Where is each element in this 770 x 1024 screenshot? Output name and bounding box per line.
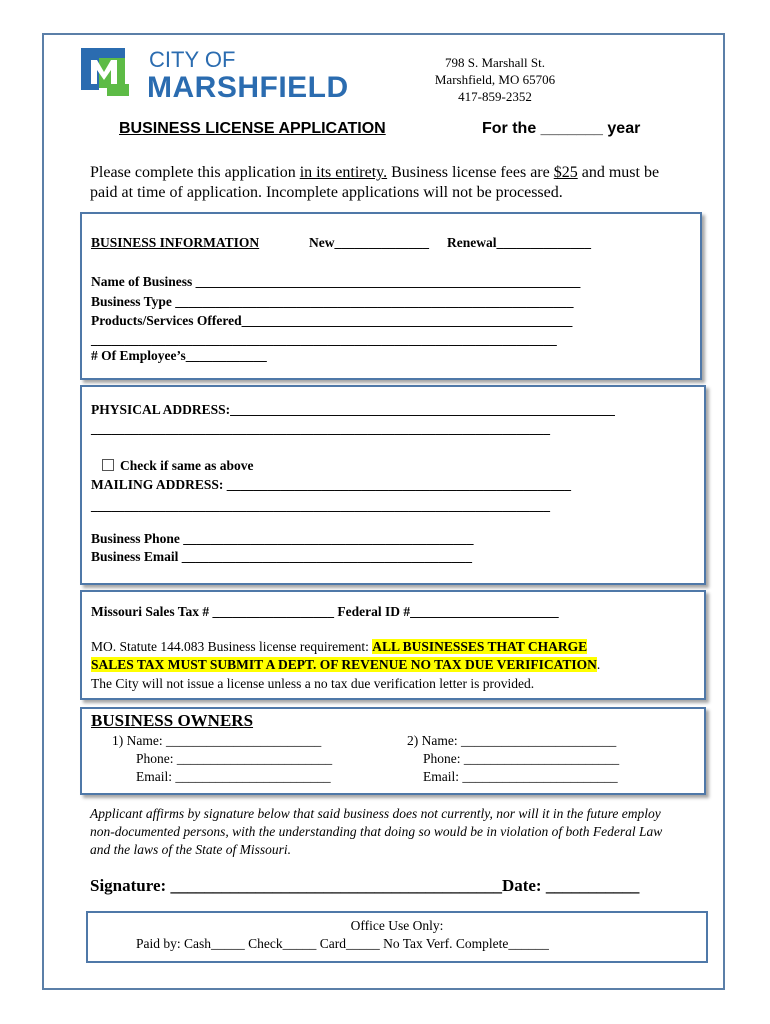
sales-tax-federal-id-field[interactable]: Missouri Sales Tax # __________________ Federal ID #______________________: [91, 604, 559, 619]
physical-address-line2[interactable]: ____________________________________________________________________: [91, 421, 550, 436]
statute-period: .: [596, 657, 601, 672]
affirmation-text: Applicant affirms by signature below that said business does not currently, nor will it in the future employ non-documented persons, with the understanding that doing so would be in violation of both Federal Law and the laws of the State of Missouri.: [90, 806, 663, 857]
business-owners-section: [80, 707, 706, 795]
same-as-above-checkbox[interactable]: [102, 458, 254, 474]
owner1-email-field[interactable]: Email: _______________________: [136, 769, 331, 784]
checkbox-icon[interactable]: [102, 459, 114, 471]
mailing-address-field[interactable]: MAILING ADDRESS: ___________________________________________________: [91, 477, 572, 492]
owner2-phone-field[interactable]: Phone: _______________________: [423, 751, 620, 766]
same-as-above-label: Check if same as above: [120, 458, 254, 473]
business-info-section: [80, 212, 702, 380]
address-phone: 417-859-2352: [458, 89, 532, 104]
office-use-section: [86, 911, 708, 963]
owner2-email-field[interactable]: Email: _______________________: [423, 769, 618, 784]
business-type-field[interactable]: Business Type ___________________________________________________________: [91, 294, 574, 309]
owner2-name-field[interactable]: 2) Name: _______________________: [407, 733, 617, 748]
sales-tax-section: [80, 590, 706, 700]
intro-text: [90, 163, 690, 203]
physical-address-field[interactable]: PHYSICAL ADDRESS:_________________________________________________________: [91, 402, 615, 417]
statute-line-1: [91, 639, 587, 655]
business-info-heading: BUSINESS INFORMATION: [91, 235, 260, 250]
address-street: 798 S. Marshall St.: [444, 55, 546, 70]
statute-highlight-1: ALL BUSINESSES THAT CHARGE: [372, 639, 588, 654]
employees-field[interactable]: # Of Employee’s____________: [91, 348, 267, 363]
city-logo: [79, 44, 401, 102]
owners-heading: BUSINESS OWNERS: [91, 711, 254, 730]
address-section: [80, 385, 706, 585]
owner1-name-field[interactable]: 1) Name: _______________________: [112, 733, 322, 748]
mailing-address-line2[interactable]: ____________________________________________________________________: [91, 498, 550, 513]
intro-emphasis: in its entirety.: [299, 164, 388, 181]
signature-date-field[interactable]: Signature: _______________________________________Date: ___________: [90, 876, 640, 895]
intro-fee: $25: [553, 164, 578, 181]
business-email-field[interactable]: Business Email ___________________________________________: [91, 549, 473, 564]
statute-text: MO. Statute 144.083 Business license requirement:: [91, 639, 373, 654]
logo-city-name: MARSHFIELD: [147, 71, 349, 102]
form-title: BUSINESS LICENSE APPLICATION: [119, 120, 386, 137]
new-field[interactable]: New______________: [309, 235, 429, 250]
intro-part: and must be paid at time of application. Incomplete applications will not be processed.: [90, 164, 660, 201]
statute-line-2: [91, 657, 600, 673]
payment-method-line: Paid by: Cash_____ Check_____ Card_____ No Tax Verf. Complete______: [136, 936, 549, 951]
for-year-field[interactable]: For the _______ year: [482, 120, 641, 137]
logo-city-of: CITY OF: [149, 47, 236, 72]
office-use-heading: Office Use Only:: [350, 918, 444, 933]
city-address: [420, 54, 570, 105]
intro-part: Please complete this application: [90, 164, 300, 181]
renewal-field[interactable]: Renewal______________: [447, 235, 591, 250]
business-name-field[interactable]: Name of Business _________________________________________________________: [91, 274, 581, 289]
products-services-continued[interactable]: _____________________________________________________________________: [91, 332, 557, 347]
products-services-field[interactable]: Products/Services Offered_________________________________________________: [91, 313, 573, 328]
no-tax-due-note: The City will not issue a license unless a no tax due verification letter is provided.: [91, 676, 535, 691]
owner1-phone-field[interactable]: Phone: _______________________: [136, 751, 333, 766]
statute-highlight-2: SALES TAX MUST SUBMIT A DEPT. OF REVENUE NO TAX DUE VERIFICATION: [91, 657, 597, 672]
address-city: Marshfield, MO 65706: [434, 72, 556, 87]
intro-part: Business license fees are: [387, 164, 554, 181]
business-phone-field[interactable]: Business Phone ___________________________________________: [91, 531, 474, 546]
